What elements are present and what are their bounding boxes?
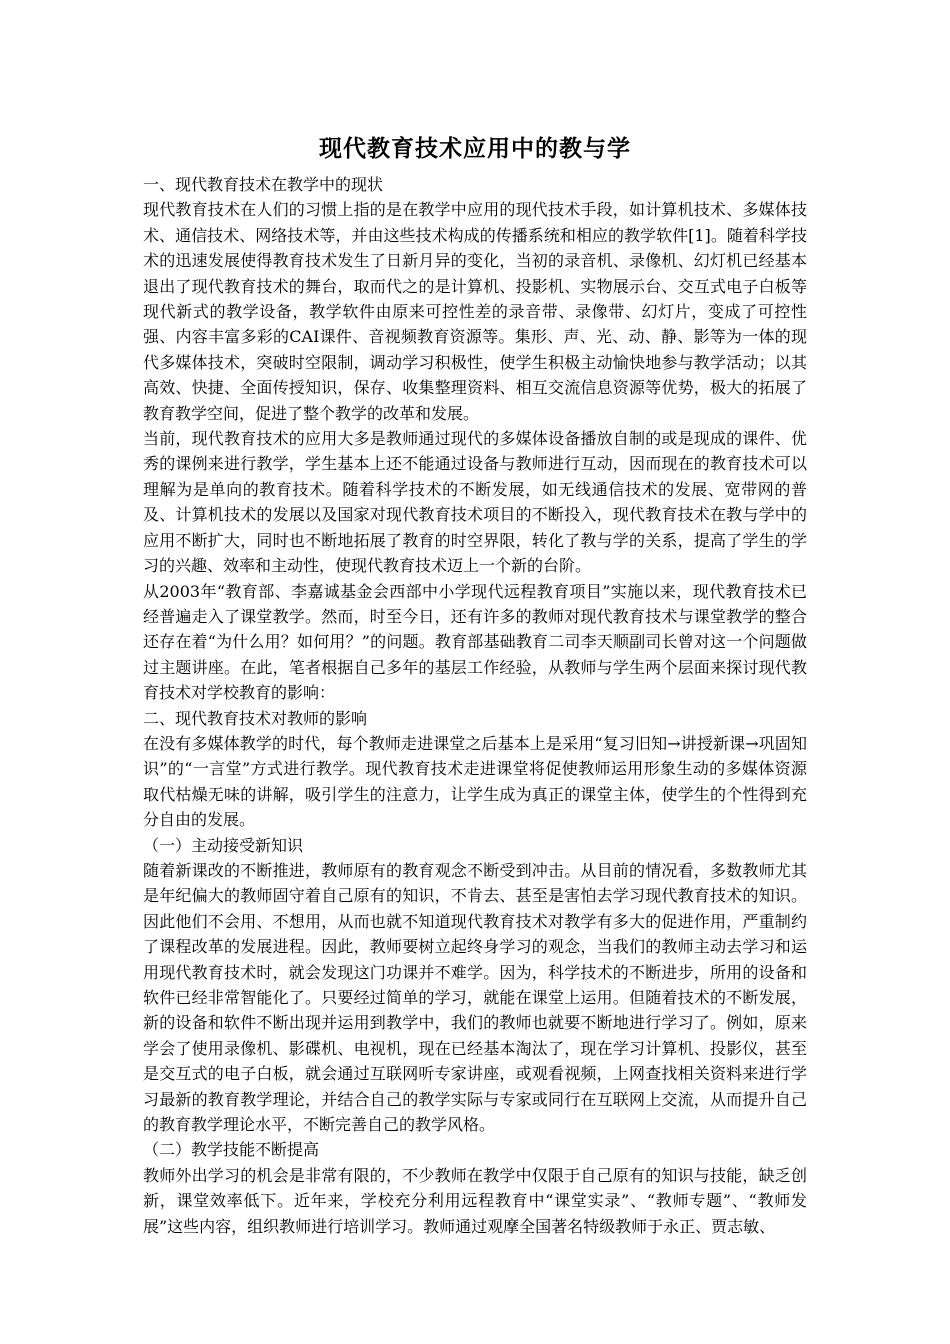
paragraph: 在没有多媒体教学的时代，每个教师走进课堂之后基本上是采用“复习旧知→讲授新课→巩固知识”的“一言堂”方式进行教学。现代教育技术走进课堂将促使教师运用形象生动的多媒体资源取代枯燥无味的讲解，吸引学生的注意力，让学生成为真正的课堂主体，使学生的个性得到充分自由的发展。 [143,733,807,830]
paragraph: 现代教育技术在人们的习惯上指的是在教学中应用的现代技术手段，如计算机技术、多媒体技术、通信技术、网络技术等，并由这些技术构成的传播系统和相应的教学软件[1]。随着科学技术的迅速发展使得教育技术发生了日新月异的变化，当初的录音机、录像机、幻灯机已经基本退出了现代教育技术的舞台，取而代之的是计算机、投影机、实物展示台、交互式电子白板等现代新式的教学设备，教学软件由原来可控性差的录音带、录像带、幻灯片，变成了可控性强、内容丰富多彩的CAI课件、音视频教育资源等。集形、声、光、动、静、影等为一体的现代多媒体技术，突破时空限制，调动学习积极性，使学生积极主动愉快地参与教学活动；以其高效、快捷、全面传授知识，保存、收集整理资料、相互交流信息资源等优势，极大的拓展了教育教学空间，促进了整个教学的改革和发展。 [143,200,807,423]
paragraph: 从2003年“教育部、李嘉诚基金会西部中小学现代远程教育项目”实施以来，现代教育技术已经普遍走入了课堂教学。然而，时至今日，还有许多的教师对现代教育技术与课堂教学的整合还存在着“为什么用？如何用？”的问题。教育部基础教育二司李天顺副司长曾对这一个问题做过主题讲座。在此，笔者根据自己多年的基层工作经验，从教师与学生两个层面来探讨现代教育技术对学校教育的影响： [143,581,807,703]
paragraph: 教师外出学习的机会是非常有限的，不少教师在教学中仅限于自己原有的知识与技能，缺乏创新，课堂效率低下。近年来，学校充分利用远程教育中“课堂实录”、“教师专题”、“教师发展”这些内容，组织教师进行培训学习。教师通过观摩全国著名特级教师于永正、贾志敏、 [143,1165,807,1236]
section-heading-2: 二、现代教育技术对教师的影响 [143,708,368,728]
document-title: 现代教育技术应用中的教与学 [319,135,631,162]
subsection-heading-2: （二）教学技能不断提高 [143,1140,320,1160]
document-page [143,132,807,1239]
subsection-heading-1: （一）主动接受新知识 [143,835,304,855]
paragraph: 随着新课改的不断推进，教师原有的教育观念不断受到冲击。从目前的情况看，多数教师尤其是年纪偏大的教师固守着自己原有的知识，不肯去、甚至是害怕去学习现代教育技术的知识。因此他们不会用、不想用，从而也就不知道现代教育技术对教学有多大的促进作用，严重制约了课程改革的发展进程。因此，教师要树立起终身学习的观念，当我们的教师主动去学习和运用现代教育技术时，就会发现这门功课并不难学。因为，科学技术的不断进步，所用的设备和软件已经非常智能化了。只要经过简单的学习，就能在课堂上运用。但随着技术的不断发展，新的设备和软件不断出现并运用到教学中，我们的教师也就要不断地进行学习了。例如，原来学会了使用录像机、影碟机、电视机，现在已经基本淘汰了，现在学习计算机、投影仪，甚至是交互式的电子白板，就会通过互联网听专家讲座，或观看视频，上网查找相关资料来进行学习最新的教育教学理论，并结合自己的教学实际与专家或同行在互联网上交流，从而提升自己的教育教学理论水平，不断完善自己的教学风格。 [143,860,807,1135]
section-heading-1: 一、现代教育技术在教学中的现状 [143,175,384,194]
paragraph: 当前，现代教育技术的应用大多是教师通过现代的多媒体设备播放自制的或是现成的课件、优秀的课例来进行教学，学生基本上还不能通过设备与教师进行互动，因而现在的教育技术可以理解为是单向的教育技术。随着科学技术的不断发展，如无线通信技术的发展、宽带网的普及、计算机技术的发展以及国家对现代教育技术项目的不断投入，现代教育技术在教与学中的应用不断扩大，同时也不断地拓展了教育的时空界限，转化了教与学的关系，提高了学生的学习的兴趣、效率和主动性，使现代教育技术迈上一个新的台阶。 [143,429,807,576]
